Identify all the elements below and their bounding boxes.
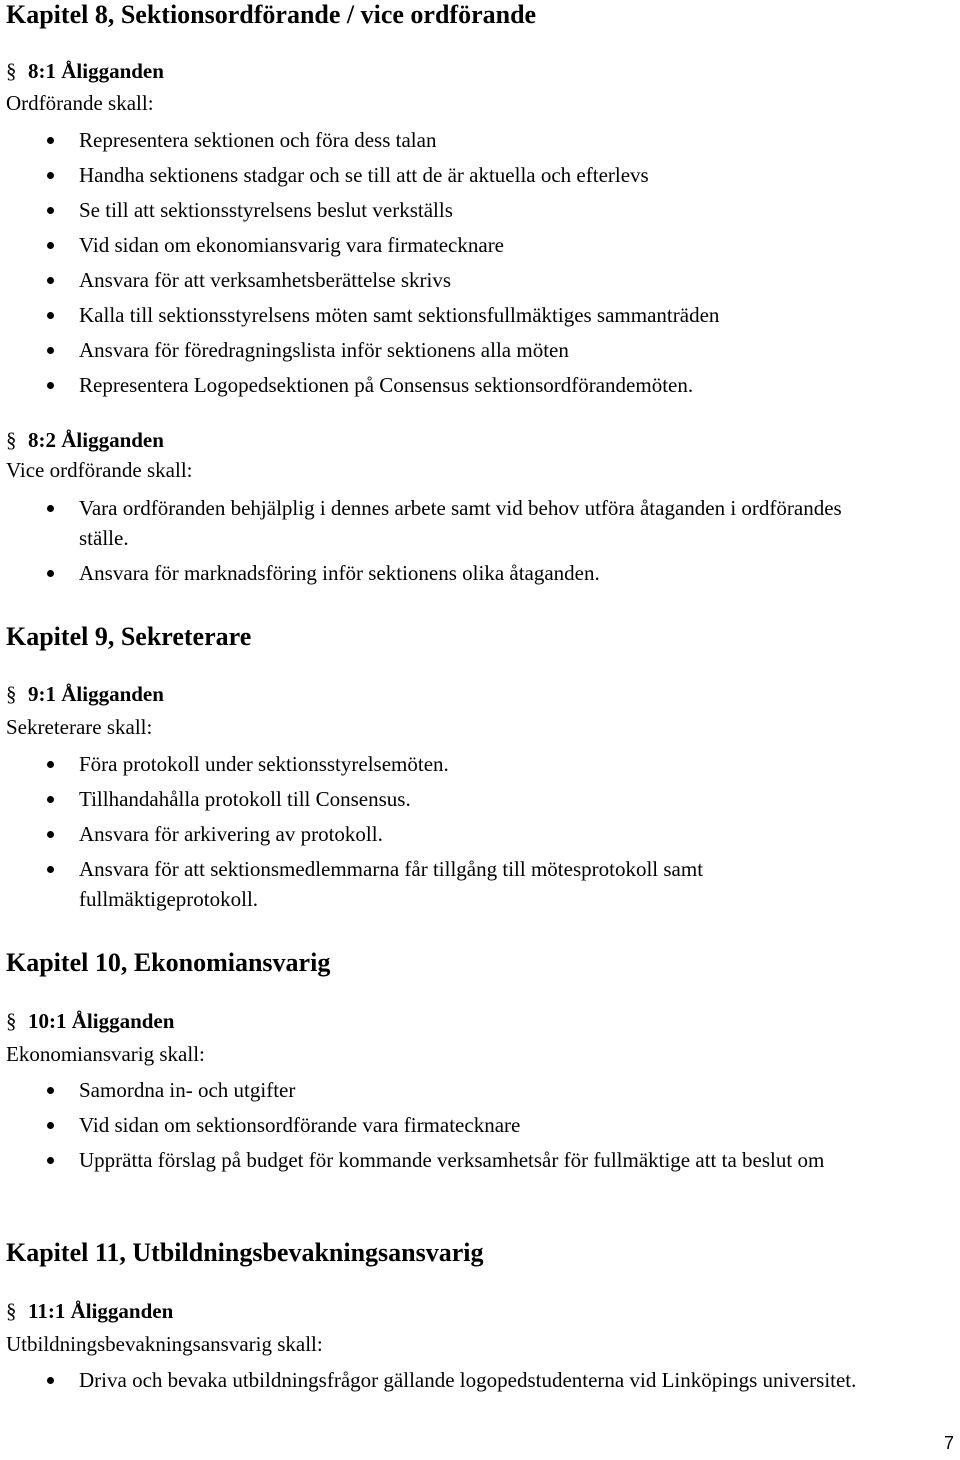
list-item: Driva och bevaka utbildningsfrågor gällande logopedstudenterna vid Linköpings universitet. [6, 1365, 926, 1395]
section-intro: Ordförande skall: [6, 91, 154, 115]
list-item: Föra protokoll under sektionsstyrelsemöten. [6, 749, 846, 779]
chapter-title: Kapitel 9, Sekreterare [6, 622, 252, 651]
list-item: Ansvara för att verksamhetsberättelse skrivs [6, 265, 946, 295]
section-heading [6, 1008, 174, 1034]
section-heading-text: 10:1 Åligganden [28, 1009, 175, 1033]
list-item: Se till att sektionsstyrelsens beslut verkställs [6, 195, 946, 225]
bullet-icon [47, 382, 54, 389]
bullet-icon [47, 347, 54, 354]
bullet-icon [47, 831, 54, 838]
bullet-icon [47, 1122, 54, 1129]
section-heading [6, 58, 164, 84]
bullet-icon [47, 796, 54, 803]
duty-list [6, 1075, 946, 1175]
bullet-icon [47, 570, 54, 577]
list-item: Vid sidan om ekonomiansvarig vara firmatecknare [6, 230, 946, 260]
section-intro: Utbildningsbevakningsansvarig skall: [6, 1332, 323, 1356]
list-item: Samordna in- och utgifter [6, 1075, 946, 1105]
list-item: Vid sidan om sektionsordförande vara firmatecknare [6, 1110, 946, 1140]
list-item: Ansvara för marknadsföring inför sektionens olika åtaganden. [6, 558, 886, 588]
section-mark-icon: § [6, 1009, 17, 1033]
bullet-icon [47, 207, 54, 214]
list-item: Upprätta förslag på budget för kommande verksamhetsår för fullmäktige att ta beslut om [6, 1145, 946, 1175]
list-item: Representera sektionen och föra dess talan [6, 125, 946, 155]
chapter-title: Kapitel 11, Utbildningsbevakningsansvarig [6, 1238, 484, 1267]
section-heading-text: 11:1 Åligganden [28, 1299, 174, 1323]
list-item: Representera Logopedsektionen på Consensus sektionsordförandemöten. [6, 370, 946, 400]
bullet-icon [47, 172, 54, 179]
list-item: Kalla till sektionsstyrelsens möten samt sektionsfullmäktiges sammanträden [6, 300, 946, 330]
bullet-icon [47, 1377, 54, 1384]
list-item: Ansvara för föredragningslista inför sektionens alla möten [6, 335, 946, 365]
section-intro: Vice ordförande skall: [6, 458, 193, 482]
duty-list [6, 1365, 926, 1395]
page-number: 7 [943, 1433, 954, 1453]
bullet-icon [47, 312, 54, 319]
bullet-icon [47, 761, 54, 768]
bullet-icon [47, 277, 54, 284]
duty-list [6, 749, 846, 914]
section-heading [6, 681, 164, 707]
section-mark-icon: § [6, 428, 17, 452]
bullet-icon [47, 242, 54, 249]
bullet-icon [47, 137, 54, 144]
list-item: Ansvara för arkivering av protokoll. [6, 819, 846, 849]
list-item: Vara ordföranden behjälplig i dennes arbete samt vid behov utföra åtaganden i ordförandes ställe. [6, 493, 886, 553]
bullet-icon [47, 505, 54, 512]
chapter-title: Kapitel 8, Sektionsordförande / vice ordförande [6, 0, 537, 29]
section-intro: Sekreterare skall: [6, 715, 153, 739]
section-heading-text: 8:1 Åligganden [28, 59, 164, 83]
section-mark-icon: § [6, 682, 17, 706]
list-item: Handha sektionens stadgar och se till att de är aktuella och efterlevs [6, 160, 946, 190]
section-heading-text: 9:1 Åligganden [28, 682, 164, 706]
list-item: Tillhandahålla protokoll till Consensus. [6, 784, 846, 814]
section-heading [6, 427, 164, 453]
list-item: Ansvara för att sektionsmedlemmarna får tillgång till mötesprotokoll samt fullmäktigeprotokoll. [6, 854, 846, 914]
section-heading [6, 1298, 173, 1324]
duty-list [6, 493, 886, 588]
bullet-icon [47, 1157, 54, 1164]
bullet-icon [47, 1087, 54, 1094]
section-mark-icon: § [6, 59, 17, 83]
chapter-title: Kapitel 10, Ekonomiansvarig [6, 948, 331, 977]
section-heading-text: 8:2 Åligganden [28, 428, 164, 452]
bullet-icon [47, 866, 54, 873]
section-mark-icon: § [6, 1299, 17, 1323]
duty-list [6, 125, 946, 400]
section-intro: Ekonomiansvarig skall: [6, 1042, 205, 1066]
